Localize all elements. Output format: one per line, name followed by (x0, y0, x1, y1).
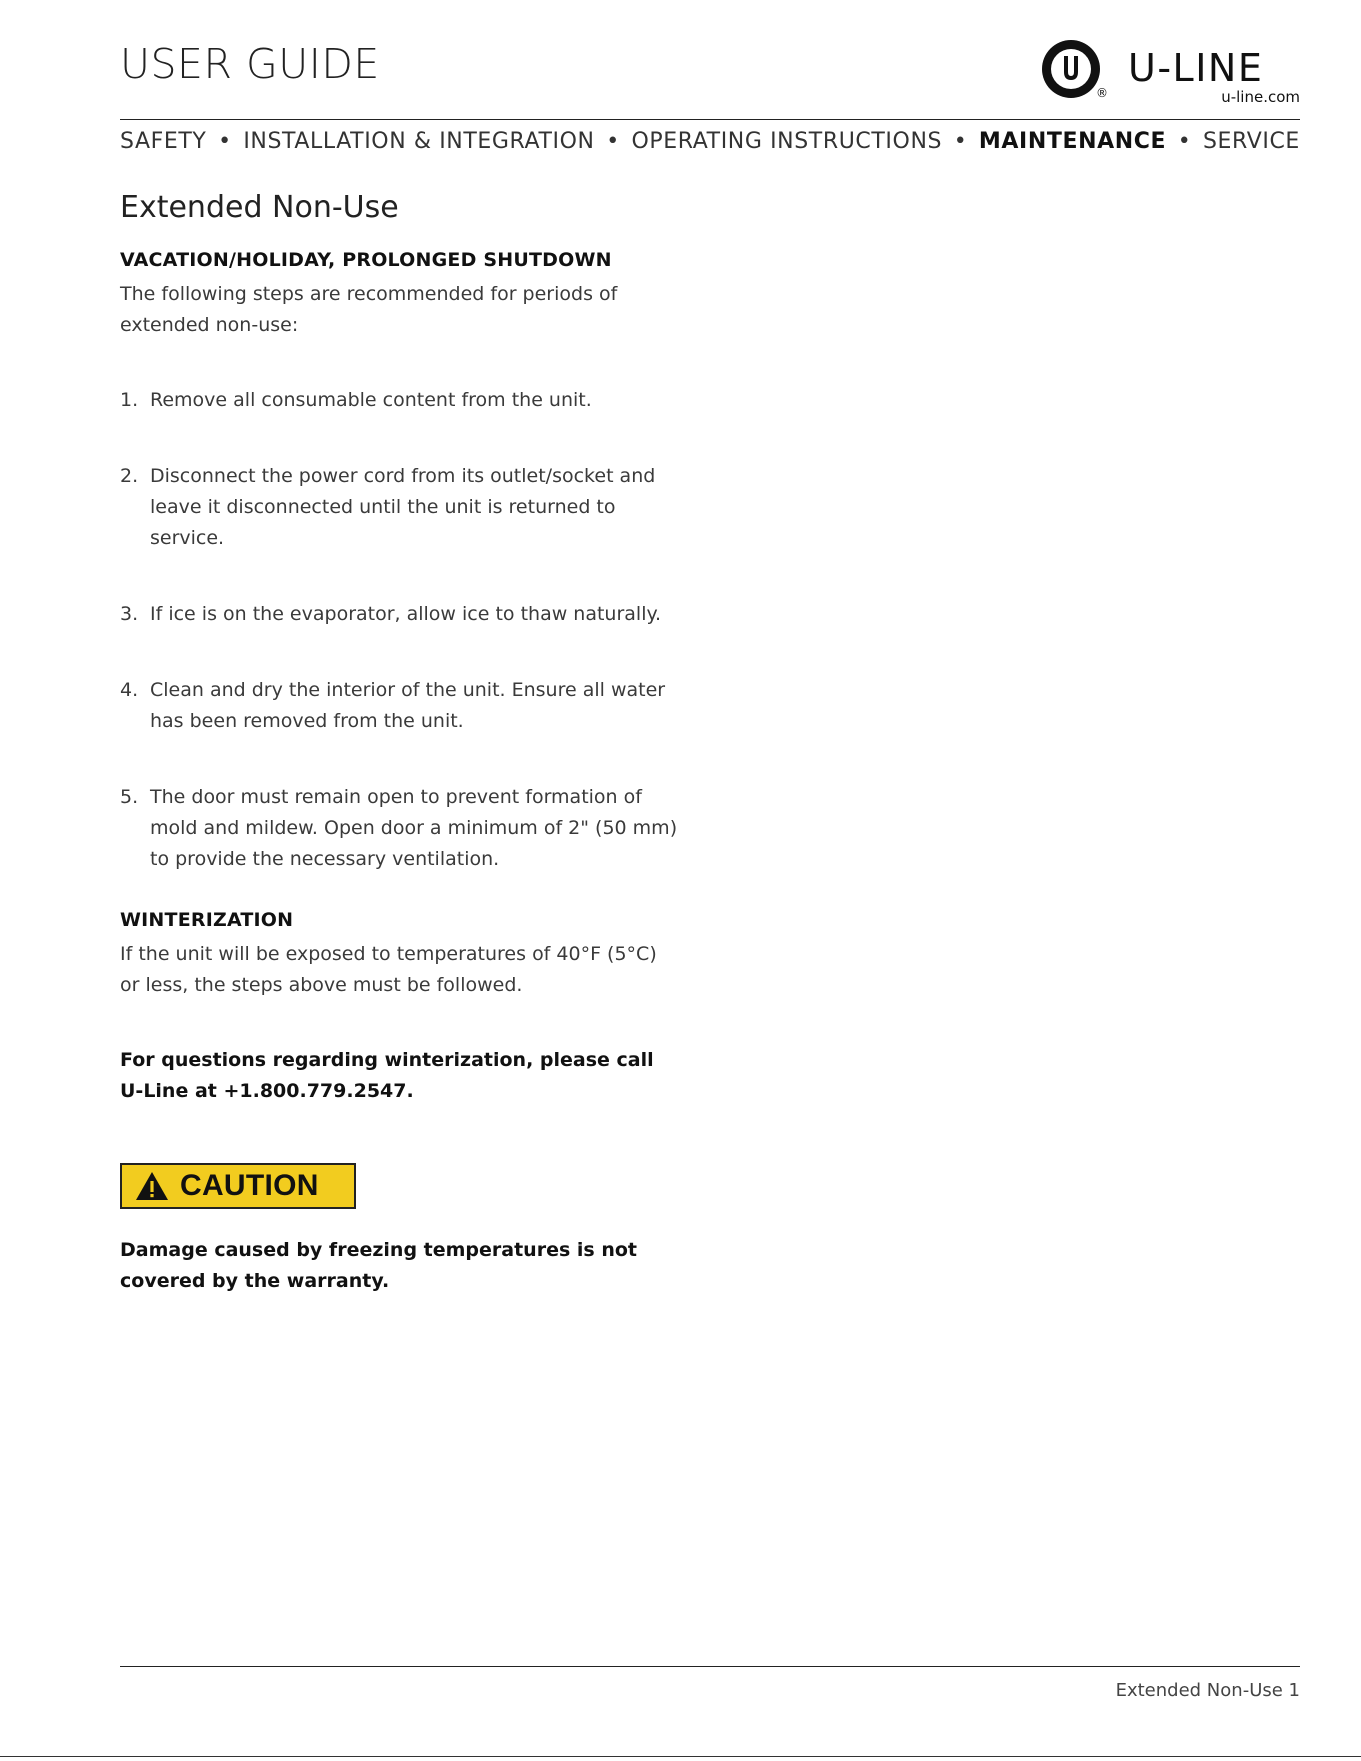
steps-list (120, 385, 680, 875)
step-number: 2. (120, 465, 139, 487)
nav-separator: • (953, 129, 968, 154)
list-item (120, 599, 680, 630)
caution-label-box (120, 1163, 356, 1209)
header-divider (120, 119, 1300, 120)
page-edge-line (0, 1756, 1361, 1757)
step-text: Clean and dry the interior of the unit. Ensure all water has been removed from the unit. (150, 679, 666, 732)
section-nav (120, 129, 1300, 154)
footer-divider (120, 1666, 1300, 1667)
u-line-logo-icon (1040, 38, 1102, 100)
page-footer: Extended Non-Use 1 (1115, 1680, 1300, 1701)
caution-label: CAUTION (180, 1169, 319, 1202)
u-line-logo (1040, 38, 1300, 110)
nav-item-service: SERVICE (1202, 129, 1300, 154)
nav-separator: • (218, 129, 232, 154)
winterization-heading: WINTERIZATION (120, 909, 294, 931)
registered-mark: ® (1096, 86, 1108, 100)
step-number: 1. (120, 389, 139, 411)
step-number: 5. (120, 786, 139, 808)
guide-title: USER GUIDE (120, 40, 380, 88)
nav-item-installation: INSTALLATION & INTEGRATION (243, 129, 595, 154)
winterization-contact: For questions regarding winterization, please call U-Line at +1.800.779.2547. (120, 1049, 654, 1102)
main-content (120, 190, 680, 1297)
winterization-text: If the unit will be exposed to temperatures of 40°F (5°C) or less, the steps above must be followed. (120, 943, 657, 996)
list-item (120, 461, 680, 554)
nav-item-operating: OPERATING INSTRUCTIONS (631, 129, 943, 154)
vacation-intro: The following steps are recommended for periods of extended non-use: (120, 283, 618, 336)
step-number: 3. (120, 603, 139, 625)
brand-name: U-LINE (1128, 46, 1264, 90)
warning-triangle-icon (134, 1170, 170, 1202)
step-text: If ice is on the evaporator, allow ice to thaw naturally. (150, 603, 662, 625)
list-item (120, 782, 680, 875)
step-text: Disconnect the power cord from its outlet/socket and leave it disconnected until the unit is returned to service. (150, 465, 656, 549)
nav-separator: • (606, 129, 620, 154)
page-heading: Extended Non-Use (120, 190, 399, 225)
list-item (120, 385, 680, 416)
vacation-heading: VACATION/HOLIDAY, PROLONGED SHUTDOWN (120, 249, 612, 271)
step-text: Remove all consumable content from the unit. (150, 389, 592, 411)
caution-text: Damage caused by freezing temperatures is not covered by the warranty. (120, 1239, 637, 1292)
step-text: The door must remain open to prevent formation of mold and mildew. Open door a minimum of 2" (50 mm) to provide the necessary ventilation. (150, 786, 678, 870)
nav-item-maintenance: MAINTENANCE (978, 129, 1167, 154)
nav-item-safety: SAFETY (120, 129, 207, 154)
step-number: 4. (120, 679, 139, 701)
list-item (120, 675, 680, 737)
brand-url: u-line.com (1221, 88, 1300, 106)
nav-separator: • (1177, 129, 1192, 154)
